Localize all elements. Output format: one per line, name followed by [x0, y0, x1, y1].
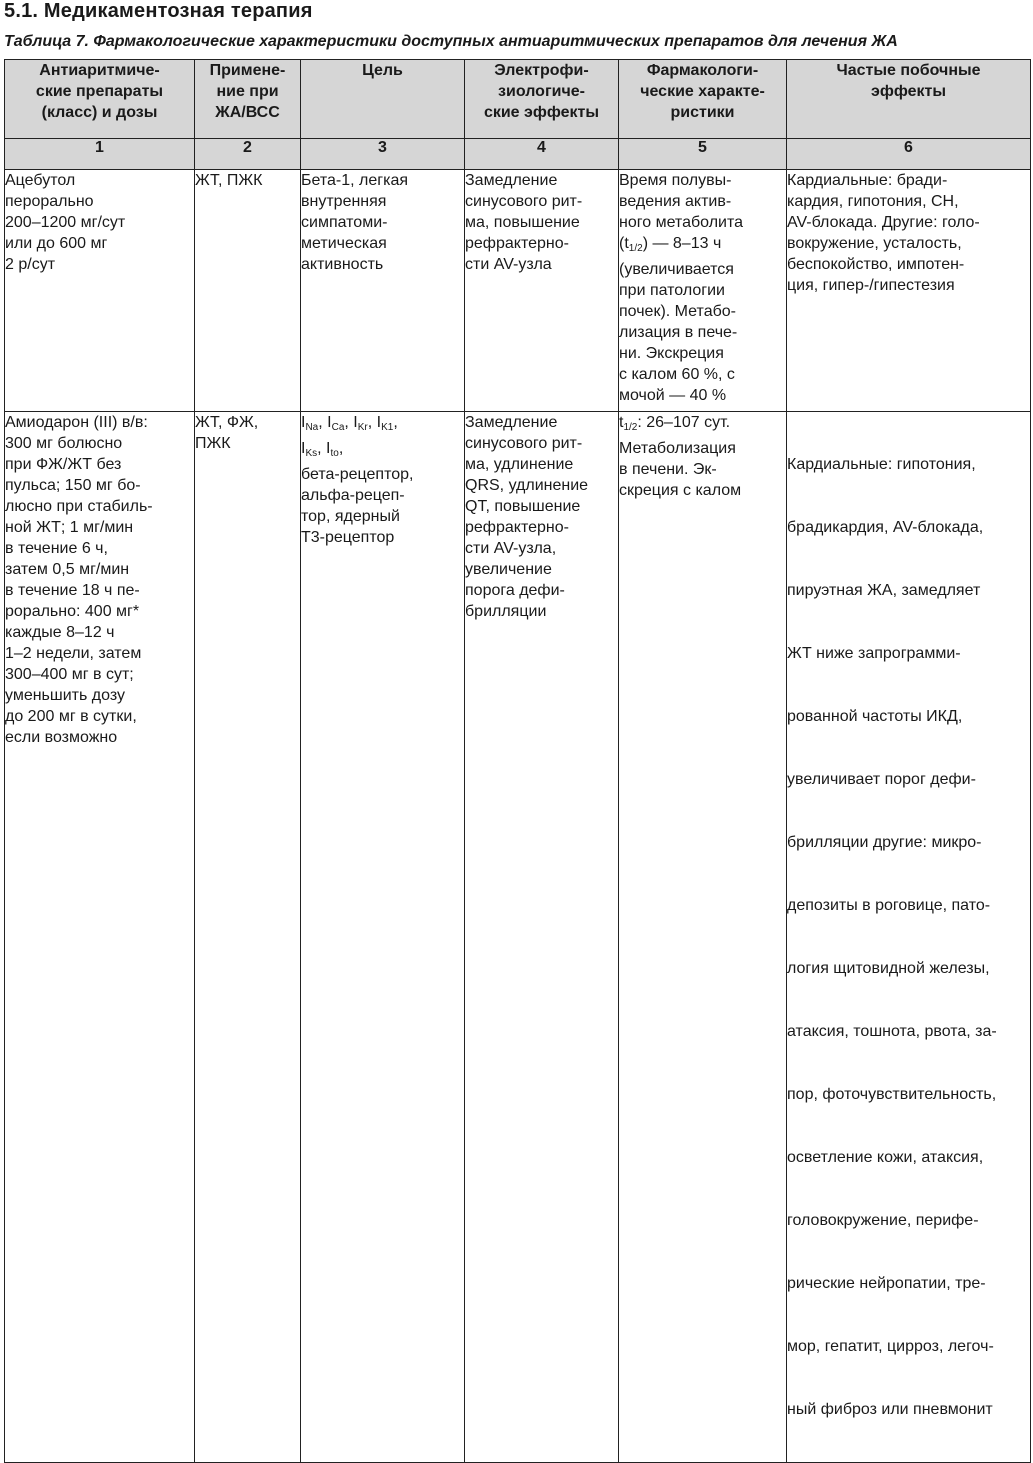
header-drugs: Антиаритмиче- ские препараты (класс) и дозы: [5, 60, 195, 139]
target-cell: $I_{Na}$, $I_{Ca}$, $I_{Kr}$, $I_{K1}$, $I_{Ks}$, $I_{to}$, бета-рецептор, альфа-рецеп- тор, ядерный Т3-рецептор: [301, 412, 465, 1463]
side-effects-cell: Кардиальные: бради- кардия, гипотония, СН, AV-блокада. Другие: голо- вокружение, усталость, беспокойство, импотен- ция, гипер-/гипестезия: [787, 170, 1031, 412]
ion-channel-list: $I_{Na}$, $I_{Ca}$, $I_{Kr}$, $I_{K1}$,: [301, 414, 398, 433]
column-number: 1: [5, 139, 195, 170]
drug-cell: Ацебутол перорально 200–1200 мг/сут или до 600 мг 2 р/сут: [5, 170, 195, 412]
column-number: 2: [195, 139, 301, 170]
use-cell: ЖТ, ПЖК: [195, 170, 301, 412]
column-number: 4: [465, 139, 619, 170]
section-title: 5.1. Медикаментозная терапия: [4, 0, 313, 22]
table-row: [5, 170, 1031, 412]
drug-cell: Амиодарон (III) в/в: 300 мг болюсно при ФЖ/ЖТ без пульса; 150 мг бо- люсно при стабиль- ной ЖТ; 1 мг/мин в течение 6 ч, затем 0,5 мг/мин в течение 18 ч пе- рорально: 400 мг* каждые 8–12 ч 1–2 недели, затем 300–400 мг в сут; уменьшить дозу до 200 мг в сутки, если возможно: [5, 412, 195, 1463]
header-target: Цель: [301, 60, 465, 139]
column-number: 6: [787, 139, 1031, 170]
header-pharmacology: Фармакологи- ческие характе- ристики: [619, 60, 787, 139]
header-electrophysiology: Электрофи- зиологиче- ские эффекты: [465, 60, 619, 139]
ion-channel-list: $I_{Ks}$, $I_{to}$,: [301, 440, 344, 459]
pharmacology-table: [4, 59, 1031, 1463]
table-caption: Таблица 7. Фармакологические характеристики доступных антиаритмических препаратов для лечения ЖА: [4, 33, 898, 50]
header-use: Примене- ние при ЖА/ВСС: [195, 60, 301, 139]
electrophysiology-cell: Замедление синусового рит- ма, удлинение QRS, удлинение QT, повышение рефрактерно- сти AV-узла, увеличение порога дефи- брилляции: [465, 412, 619, 1463]
side-effects-cell: Кардиальные: гипотония, брадикардия, AV-блокада, пируэтная ЖА, замедляет ЖТ ниже запрограмми- рованной частоты ИКД, увеличивает порог дефи- брилляции другие: микро- депозиты в роговице, пато- логия щитовидной железы, атаксия, тошнота, рвота, за- пор, фоточувствительность, осветление кожи, атаксия, головокружение, перифе- рические нейропатии, тре- мор, гепатит, цирроз, легоч- ный фиброз или пневмонит: [787, 412, 1031, 1463]
header-row: [5, 60, 1031, 139]
pharmacology-cell: $t_{1/2}$: 26–107 сут. Метаболизация в печени. Эк- скреция с калом: [619, 412, 787, 1463]
column-number-row: [5, 139, 1031, 170]
column-number: 3: [301, 139, 465, 170]
column-number: 5: [619, 139, 787, 170]
target-cell: Бета-1, легкая внутренняя симпатоми- метическая активность: [301, 170, 465, 412]
use-cell: ЖТ, ФЖ, ПЖК: [195, 412, 301, 1463]
electrophysiology-cell: Замедление синусового рит- ма, повышение рефрактерно- сти AV-узла: [465, 170, 619, 412]
header-side-effects: Частые побочные эффекты: [787, 60, 1031, 139]
table-row: [5, 412, 1031, 1463]
pharmacology-cell: Время полувы- ведения актив- ного метаболита $(t_{1/2})$ — 8–13 ч (увеличивается при патологии почек). Метабо- лизация в печe- ни. Экскреция с калом 60 %, с мочой — 40 %: [619, 170, 787, 412]
